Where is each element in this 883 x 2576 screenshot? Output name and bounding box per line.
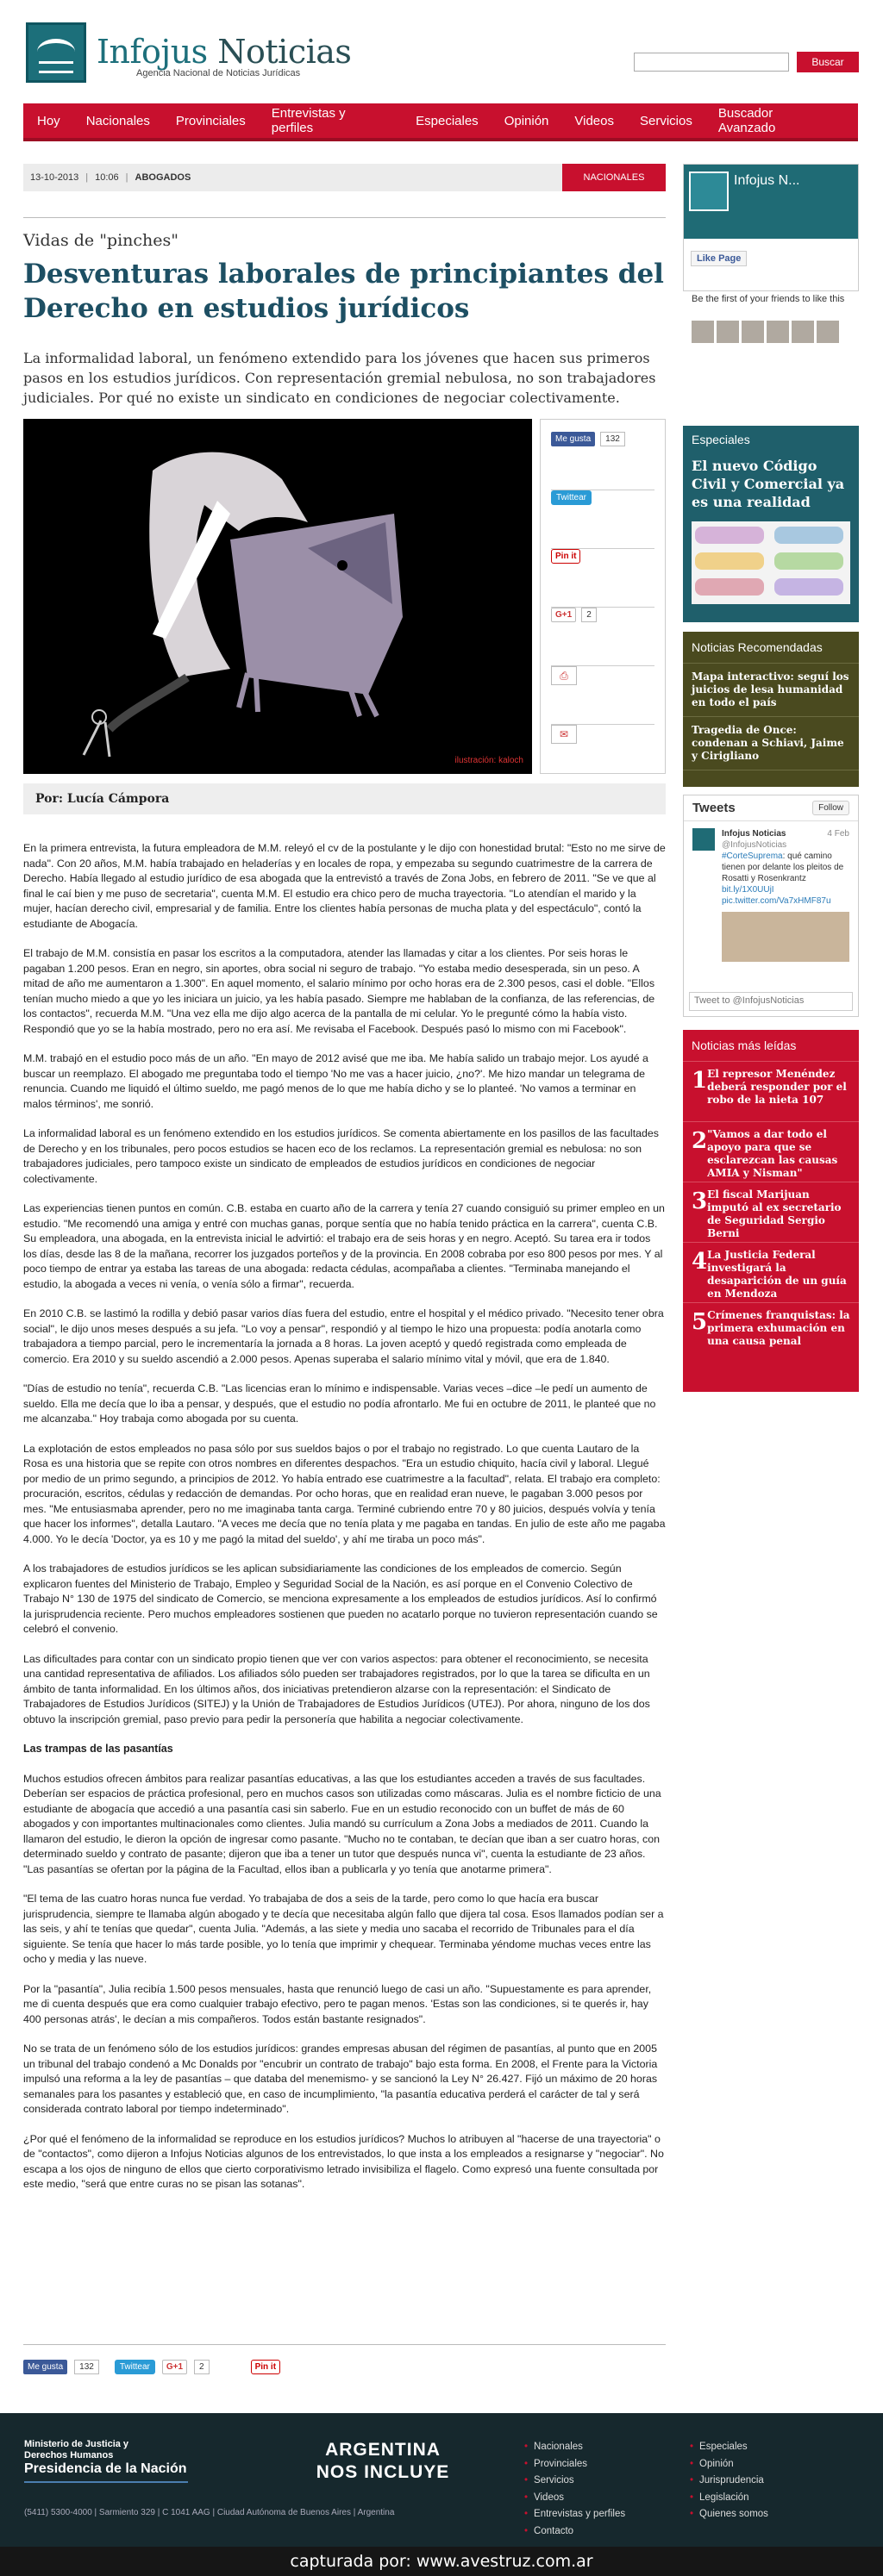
tweet-compose-input[interactable]: Tweet to @InfojusNoticias xyxy=(689,992,853,1011)
share-googleplus xyxy=(551,608,654,666)
illustration-graphic xyxy=(23,419,532,774)
nav-buscador[interactable]: Buscador Avanzado xyxy=(717,106,776,135)
share-bottom-bar xyxy=(23,2360,280,2374)
googleplus-button[interactable]: G+1 xyxy=(162,2360,187,2374)
share-twitter xyxy=(551,490,654,549)
article-author: Por: Lucía Cámpora xyxy=(23,783,666,814)
search-button[interactable]: Buscar xyxy=(797,52,859,72)
mas-leida-item[interactable]: 4 La Justicia Federal investigará la desaparición de un guía en Mendoza xyxy=(683,1242,859,1302)
nav-nacionales[interactable]: Nacionales xyxy=(85,113,150,128)
tweet-user[interactable]: Infojus Noticias xyxy=(722,829,786,839)
article-illustration xyxy=(23,419,532,774)
footer-address: (5411) 5300-4000 | Sarmiento 329 | C 1041 AAG | Ciudad Autónoma de Buenos Aires | Argentina xyxy=(24,2508,395,2517)
logo-icon[interactable] xyxy=(26,22,86,83)
twitter-widget xyxy=(683,795,859,1017)
paragraph: La explotación de estos empleados no pasa sólo por sus sueldos bajos o por el trabajo no registrado. Lo que cuenta Lautaro de la Rosa es una historia que se repite con otros nombres en diferentes despachos. "Era un estudio chiquito, hacía civil y laboral. Llegué por medio de un primo segundo, a principios de 2012. Yo había entrado ese cuatrimestre a la facultad", relata. El trabajo era completo: procuración, escritos, cédulas y redacción de demandas. Por ocho horas, que en realidad eran nueve, le pagaban 3.000 pesos por mes. "Me entusiasmaba aprender, pero no me imaginaba tanta carga. Terminé cubriendo entre 70 y 80 juicios, después volvía y tenía que hacer los informes", detalla Lautaro. "A veces me decía que no tenía plata y me pagaba en tandas. En julio de este año me pagaba 4.000. Yo le decía 'Doctor, ya es 10 y me pagó la mitad del sueldo', y ahí me tiraba un poco más". xyxy=(23,1442,666,1545)
paragraph: A los trabajadores de estudios jurídicos se les aplican subsidiariamente las condiciones de los empleados de comercio. Según explicaron fuentes del Ministerio de Trabajo, Empleo y Seguridad Social de la Nación, es así porque en el Convenio Colectivo de Trabajo N° 130 de 1975 del sindicato de Comercio, se menciona expresamente a los empleados de estudios jurídicos. Así lo confirmó la jurisprudencia reciente. Pero muchos empleadores sostienen que pueden no acatarlo porque no tuvieron representación cuando se celebró el convenio. xyxy=(23,1562,658,1635)
paragraph: No se trata de un fenómeno sólo de los estudios jurídicos: grandes empresas abusan del régimen de pasantías, al punto que en 2005 un tribunal del trabajo condenó a Mc Donalds por "encubrir un contrato de trabajo" bajo esta forma. En 2008, el Frente para la Victoria impulsó una reforma a la ley de pasantías – que databa del menemismo- y se sancionó la Ley N° 26.427. Fijó un máximo de 20 horas semanales para los pasantes y estableció que, en caso de incumplimiento, "la pasantía educativa perderá el carácter de tal y será considerada contrato laboral por tiempo indeterminado". xyxy=(23,2043,658,2115)
footer-link[interactable]: • Contacto xyxy=(524,2526,573,2536)
facebook-cover[interactable] xyxy=(684,165,858,239)
article-body xyxy=(23,841,666,2207)
paragraph: "El tema de las cuatro horas nunca fue verdad. Yo trabajaba de dos a seis de la tarde, pero como lo que hacía era buscar jurisprudencia, siempre te llamaba algún abogado y te decía que necesitaba algún fallo que dijera tal cosa. Esos llamados podían ser a las seis, y ahí te tenías que quedar", cuenta Julia. "Además, a las siete y media uno sacaba el recorrido de Tribunales para el día siguiente. Se tenía que hacer lo más tarde posible, yo lo tenía que imprimir y chequear. Terminaba yéndome muchas veces entre las ocho y media y las nueve. xyxy=(23,1893,664,1965)
footer-link[interactable]: • Provinciales xyxy=(524,2459,587,2469)
mas-leida-item[interactable]: 2 "Vamos a dar todo el apoyo para que se esclarezcan las causas AMIA y Nisman" xyxy=(683,1121,859,1182)
footer-ministry[interactable]: Ministerio de Justicia y Derechos Humanos xyxy=(24,2439,129,2461)
paragraph: Las experiencias tienen puntos en común. C.B. estaba en cuarto año de la carrera y tenía 27 cuando consiguió su primer empleo en un estudio. "Me recomendó una amiga y entré con muchas ganas, porque sentía que no había tenido práctica en la carrera", cuenta C.B. Su empleadora, una abogada, en la entrevista inicial le advirtió: el trabajo era de seis horas y en negro. Aceptó. Su tarea era ir todos los días, desde las 8 de la mañana, recorrer los juzgados porteños y de la provincia. En 2008 cobraba por eso 800 pesos por mes. Y al poco tiempo de entrar ya estaba las tareas de una abogada: redacta cédulas, acompañaba a clientes. "Terminaba manejando el estudio, la abogada a veces ni venía, o venía sólo a firmar", recuerda. xyxy=(23,1202,665,1290)
capture-credit: capturada por: www.avestruz.com.ar xyxy=(0,2547,883,2576)
paragraph: Por la "pasantía", Julia recibía 1.500 pesos mensuales, hasta que renunció luego de casi un año. "Supuestamente es para aprender, me di cuenta después que era como cualquier trabajo efectivo, pero te pagan menos. 'Estas son las condiciones, si te querés ir, hay 400 personas atrás', le decían a mis compañeros. Todos están bastante resignados". xyxy=(23,1982,652,2025)
twitter-widget-header xyxy=(684,795,858,821)
site-footer xyxy=(0,2413,883,2547)
recomendadas-heading: Noticias Recomendadas xyxy=(683,632,859,664)
facebook-like-button[interactable]: Me gusta xyxy=(23,2360,67,2374)
mas-leidas-heading: Noticias más leídas xyxy=(692,1039,797,1052)
paragraph: M.M. trabajó en el estudio poco más de un año. "En mayo de 2012 avisé que me iba. Me había salido un trabajo mejor. Los ayudé a buscar un reemplazo. El abogado me preguntaba todo el tiempo 'No me vas a hacer juicio, ¿no?'. Me hizo mandar un telegrama de renuncia. Cuando me liquidó el último sueldo, me pagó menos de lo que me había dicho y se lo planteé. 'No vamos a terminar en malos términos', me sonrió. xyxy=(23,1052,648,1110)
especiales-graphic xyxy=(692,521,850,604)
avatar[interactable] xyxy=(717,321,739,343)
facebook-page-avatar xyxy=(689,172,729,211)
article-title: Desventuras laborales de principiantes del Derecho en estudios jurídicos xyxy=(23,259,664,324)
email-icon[interactable]: ✉ xyxy=(551,725,577,744)
avatar[interactable] xyxy=(817,321,839,343)
footer-link[interactable]: • Videos xyxy=(524,2492,564,2503)
tweet-content xyxy=(722,828,849,907)
footer-link[interactable]: • Nacionales xyxy=(524,2442,583,2452)
footer-presidency[interactable]: Presidencia de la Nación xyxy=(24,2461,187,2476)
image-credit: ilustración: kaloch xyxy=(454,756,523,765)
tweet-link[interactable]: bit.ly/1X0UUjI xyxy=(722,885,774,895)
search-input[interactable] xyxy=(634,53,789,72)
site-header xyxy=(0,0,883,95)
facebook-like-page-button[interactable]: Like Page xyxy=(691,251,747,266)
article-kicker: Vidas de "pinches" xyxy=(23,231,179,250)
mas-leida-item[interactable]: 1 El represor Menéndez deberá responder por el robo de la nieta 107 xyxy=(683,1061,859,1121)
googleplus-button[interactable]: G+1 xyxy=(551,608,576,622)
mas-leidas-widget xyxy=(683,1030,859,1392)
tweet-pic-link[interactable]: pic.twitter.com/Va7xHMF87u xyxy=(722,896,831,906)
footer-argentina-logo[interactable]: ARGENTINA NOS INCLUYE xyxy=(316,2440,450,2482)
avatar[interactable] xyxy=(692,321,714,343)
paragraph: El trabajo de M.M. consistía en pasar los escritos a la computadora, atender las llamadas y citar a los clientes. Por seis horas le pagaban 1.200 pesos. Eran en negro, sin aportes, obra social ni seguro de trabajo. "Yo estaba medio desesperada, sin un peso. A mitad de año me aumentaron a 1.300". En aquel momento, el salario mínimo por ocho horas era de 2.300 pesos, casi el doble. "Ellos tenían mucho miedo a que yo les iniciara un juicio, ya les había pasado. Siempre me hablaban de la confianza, de las referencias, de los contactos", recuerda M.M. "Una vez ella me dijo algo acerca de la pantalla de mi celular. Yo le pregunté cómo la había visto. Respondió que yo se la había mostrado, pero no era así. Me revisaba el Facebook. Después pasó lo mismo con mi Facebook". xyxy=(23,947,655,1035)
nav-videos[interactable]: Videos xyxy=(574,113,614,128)
footer-divider xyxy=(24,2481,188,2483)
share-email xyxy=(551,725,654,783)
facebook-widget xyxy=(683,164,859,291)
footer-links-col1 xyxy=(524,2439,625,2540)
pinterest-button[interactable]: Pin it xyxy=(251,2360,280,2374)
paragraph: En la primera entrevista, la futura empleadora de M.M. releyó el cv de la postulante y le dijo con honestidad brutal: "Esto no me sirve de nada". Con 20 años, M.M. había trabajado en heladerías y en locales de ropa, y empezaba su segundo cuatrimestre de la carrera de Derecho. Había llegado al estudio jurídico de esa abogada que la entrevistó a través de Zona Jobs, en febrero de 2011. "Se ve que al final le caí bien y me puso de secretaria", cuenta M.M. El estudio era chico pero de mucha trayectoria. "Lo atendían el marido y la mujer, hacían derecho civil, empresarial y de familia. Entre los clientes había personas de mucha plata y del espectáculo", contó la estudiante de Abogacía. xyxy=(23,842,666,930)
recomendada-item[interactable]: Tragedia de Once: condenan a Schiavi, Jaime y Cirigliano xyxy=(683,717,859,770)
facebook-like-button[interactable]: Me gusta xyxy=(551,432,595,446)
mas-leida-item[interactable]: 3 El fiscal Marijuan imputó al ex secretario de Seguridad Sergio Berni xyxy=(683,1182,859,1242)
article-lead: La informalidad laboral, un fenómeno extendido para los jóvenes que hacen sus primeros pasos en los estudios jurídicos. Con representación gremial nebulosa, no son trabajadores judiciales. Por qué no existe un sindicato en condiciones de negociar colectivamente. xyxy=(23,350,656,406)
section-badge[interactable]: NACIONALES xyxy=(562,164,666,191)
pinterest-button[interactable]: Pin it xyxy=(551,549,580,564)
share-print xyxy=(551,666,654,725)
article-time: 10:06 xyxy=(95,172,119,183)
twitter-avatar[interactable] xyxy=(692,828,715,851)
footer-link[interactable]: • Servicios xyxy=(524,2475,574,2486)
nav-entrevistas[interactable]: Entrevistas y perfiles xyxy=(271,106,346,135)
footer-links-col2 xyxy=(690,2439,768,2523)
tweet xyxy=(684,821,858,969)
article-subhead: Las trampas de las pasantías xyxy=(23,1743,173,1755)
googleplus-count: 2 xyxy=(194,2360,210,2374)
nav-especiales[interactable]: Especiales xyxy=(416,113,479,128)
avatar[interactable] xyxy=(767,321,789,343)
twitter-button[interactable]: Twittear xyxy=(551,490,592,505)
avatar[interactable] xyxy=(792,321,814,343)
facebook-count: 132 xyxy=(600,432,625,446)
footer-link[interactable]: • Quienes somos xyxy=(690,2509,768,2519)
tweet-date: 4 Feb xyxy=(827,829,849,839)
nav-opinion[interactable]: Opinión xyxy=(504,113,549,128)
footer-link[interactable]: • Jurisprudencia xyxy=(690,2475,764,2486)
paragraph: La informalidad laboral es un fenómeno extendido en los estudios jurídicos. Se comenta abiertamente en los pasillos de las facultades de Derecho y en los tribunales, pero pocos estudios se hacen eco de los reclamos. La representación gremial es nebulosa: no son trabajadores judiciales, pero tampoco existe un sindicato de empleados de estudios jurídicos en condiciones de negociar colectivamente. xyxy=(23,1127,660,1185)
article-date: 13-10-2013 xyxy=(30,172,79,183)
facebook-friends-text: Be the first of your friends to like this xyxy=(692,294,845,304)
footer-link[interactable]: • Opinión xyxy=(690,2459,734,2469)
especiales-title[interactable]: El nuevo Código Civil y Comercial ya es una realidad xyxy=(692,458,845,510)
especiales-heading: Especiales xyxy=(692,433,750,446)
divider xyxy=(23,217,666,218)
article-section[interactable]: ABOGADOS xyxy=(135,172,191,183)
site-logo[interactable]: Infojus Noticias xyxy=(97,33,352,71)
footer-link[interactable]: • Especiales xyxy=(690,2442,748,2452)
recomendadas-widget xyxy=(683,632,859,787)
twitter-heading: Tweets xyxy=(692,801,736,815)
facebook-count: 132 xyxy=(74,2360,99,2374)
share-pinterest xyxy=(551,549,654,608)
footer-link[interactable]: • Legislación xyxy=(690,2492,749,2503)
footer-link[interactable]: • Entrevistas y perfiles xyxy=(524,2509,625,2519)
facebook-faces xyxy=(692,321,839,343)
paragraph: Las dificultades para contar con un sindicato propio tienen que ver con varios aspectos: para obtener el reconocimiento, se necesita una cantidad representativa de afiliados. Los afiliados sólo pueden ser trabajadores registrados, por lo que la tarea se dificulta en un ámbito de tanta informalidad. En los últimos años, dos iniciativas pretendieron alzarse con la representación: el Sindicato de Trabajadores de Estudios Jurídicos (SITEJ) y la Unión de Trabajadores de Estudios Jurídicos (UTEJ). Por ahora, ninguno de los dos obtuvo la inscripción gremial, paso previo para pedir la personería que habilita a negociar colectivamente. xyxy=(23,1652,650,1725)
print-icon[interactable]: ⎙ xyxy=(551,666,577,685)
share-panel xyxy=(540,419,666,774)
twitter-button[interactable]: Twittear xyxy=(115,2360,155,2374)
tweet-hashtag[interactable]: #CorteSuprema xyxy=(722,851,783,861)
recomendada-item[interactable]: Mapa interactivo: seguí los juicios de lesa humanidad en todo el país xyxy=(683,664,859,717)
nav-provinciales[interactable]: Provinciales xyxy=(175,113,246,128)
nav-hoy[interactable]: Hoy xyxy=(37,113,60,128)
share-facebook xyxy=(551,432,654,490)
paragraph: En 2010 C.B. se lastimó la rodilla y debió pasar varios días fuera del estudio, entre el hospital y el médico privado. "Necesito tener obra social", le dijo unos meses después a su jefa. "Lo voy a pensar", respondió y al tiempo le hizo una propuesta: podía anotarla como trabajadora a tiempo parcial, pero le incrementaría la jornada a 8 horas. La joven aceptó y quedó registrada como empleada de comercio. Era 2010 y su sueldo ascendió a 2.000 pesos. Apenas superaba el salario mínimo vital y móvil, que era de 1.840. xyxy=(23,1307,664,1365)
main-nav xyxy=(23,103,858,141)
tweet-text: : qué camino tienen por delante los pleitos de Rosatti y Rosenkrantz xyxy=(722,851,844,883)
paragraph: ¿Por qué el fenómeno de la informalidad se reproduce en los estudios jurídicos? Muchos lo atribuyen al "hacerse de una trayectoria" o de "contactos", como dijeron a Infojus Noticias algunos de los entrevistados, lo que insta a los empleados a resignarse y "negociar". No escapa a los ojos de ninguno de ellos que cierto corporativismo letrado invisibiliza el flagelo. Como expresó una fuente consultada por este medio, "será que entre curas no se pisan las sotanas". xyxy=(23,2132,664,2190)
paragraph: "Días de estudio no tenía", recuerda C.B. "Las licencias eran lo mínimo e indispensable. Varias veces –dice –le pedí un aumento de sueldo. Ella me decía que lo iba a pensar, y después, que el estudio no podía afrontarlo. Me fui en octubre de 2011, le planteé que no me alcanzaba." Hoy trabaja como abogada por su cuenta. xyxy=(23,1382,656,1425)
mas-leida-item[interactable]: 5 Crímenes franquistas: la primera exhumación en una causa penal xyxy=(683,1302,859,1363)
googleplus-count: 2 xyxy=(581,608,597,622)
article-meta: 13-10-2013 | 10:06 | ABOGADOS xyxy=(23,164,666,191)
divider xyxy=(23,2344,666,2345)
site-tagline: Agencia Nacional de Noticias Jurídicas xyxy=(136,68,301,78)
tweet-handle[interactable]: @InfojusNoticias xyxy=(722,840,787,850)
tweet-image[interactable] xyxy=(722,912,849,962)
paragraph: Muchos estudios ofrecen ámbitos para realizar pasantías educativas, a las que los estudiantes acceden a través de sus facultades. Deberían ser espacios de práctica profesional, pero en muchos casos son utilizadas como máscaras. Julia es el nombre ficticio de una estudiante de abogacía que accedió a una pasantía casi sin saberlo. Fue en un estudio reconocido con un buffet de más de 60 abogados y con importantes multinacionales como clientes. Julia mandó su currículum a Zona Jobs a mediados de 2011. Cuando la llamaron del estudio, le dieron la opción de ingresar como pasante. "Mucho no te contaban, te decían que iban a ser cuatro horas, con determinado sueldo y contrato de pasante; dijeron que iba a tener un tutor que después nunca vi", cuenta la estudiante de 23 años. "Las pasantías se ofertan por la página de la Facultad, ellos iban a publicarla y yo tenía que anotarme primera". xyxy=(23,1772,661,1875)
twitter-follow-button[interactable]: Follow xyxy=(812,801,849,815)
nav-servicios[interactable]: Servicios xyxy=(639,113,692,128)
facebook-page-title[interactable]: Infojus N... xyxy=(734,173,800,188)
especiales-widget xyxy=(683,426,859,622)
especiales-image[interactable] xyxy=(692,521,850,604)
avatar[interactable] xyxy=(742,321,764,343)
